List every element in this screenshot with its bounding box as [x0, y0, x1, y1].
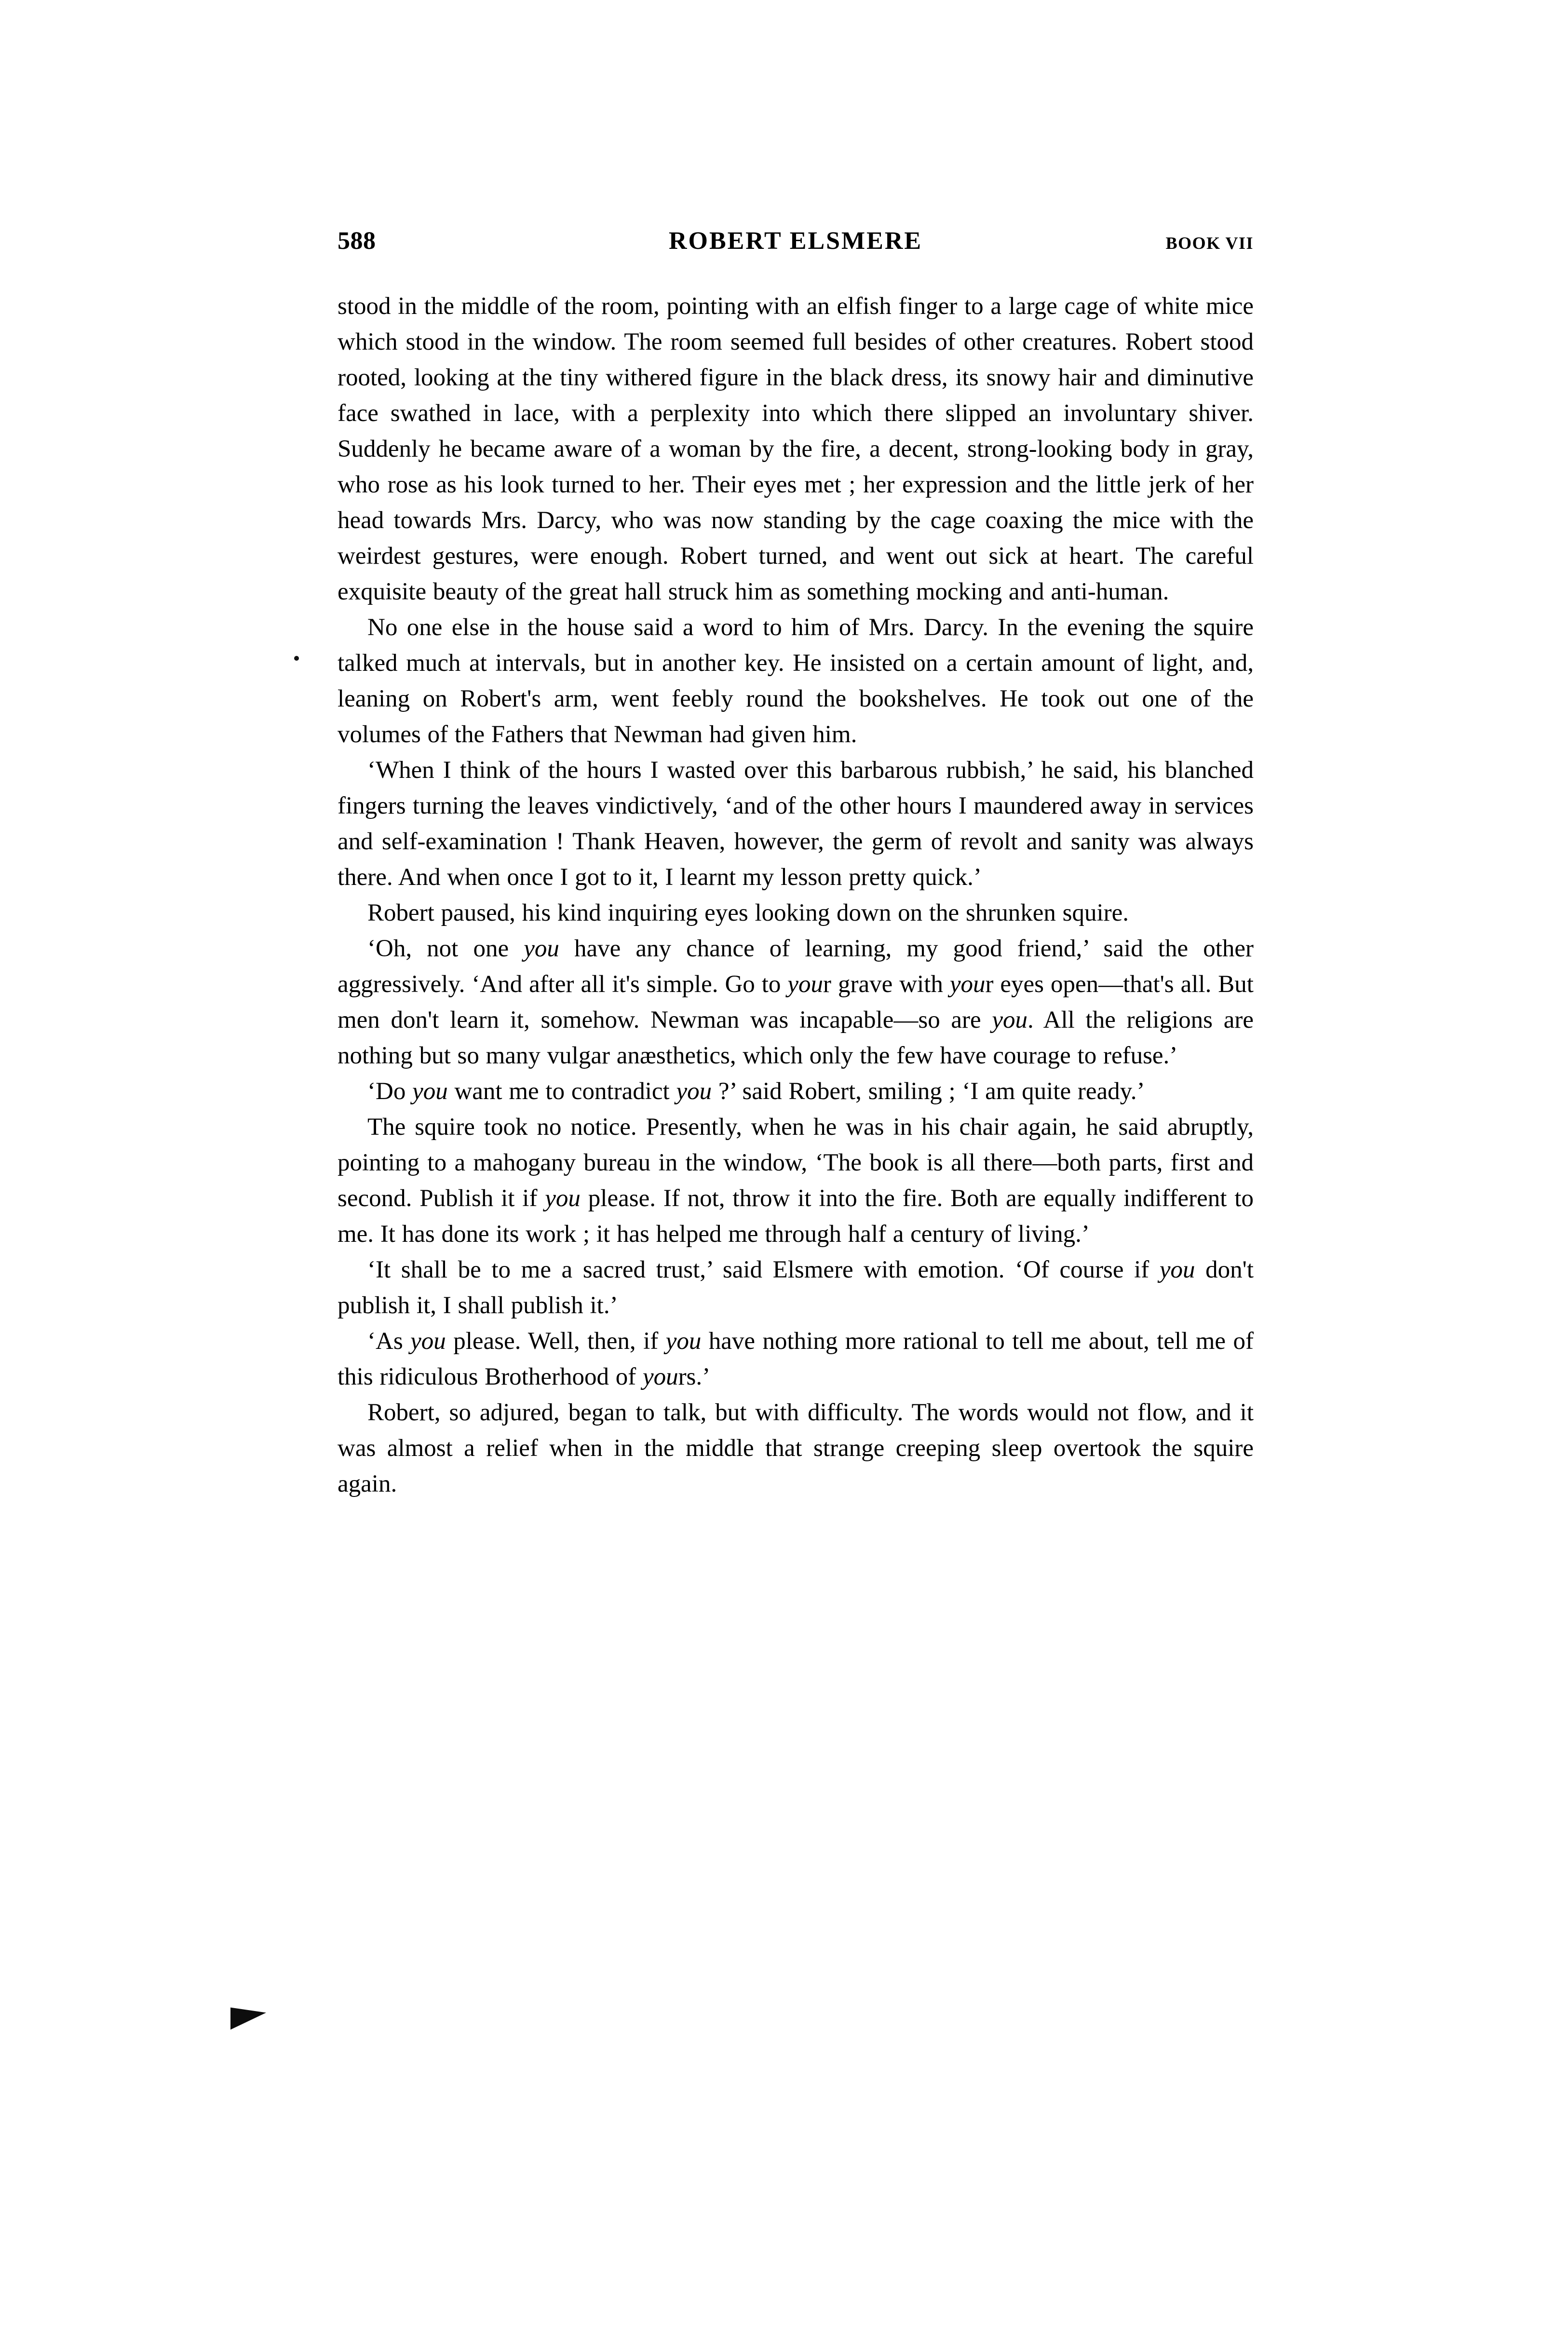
paragraph: ‘Oh, not one you have any chance of learning, my good friend,’ said the other aggressively. ‘And after all it's simple. Go to your grave with your eyes open—that's all. But men don't learn it, somehow. Newman was incapable—so are you. All the religions are nothing but so many vulgar anæsthetics, which only the few have courage to refuse.’ [338, 935, 1254, 1069]
paragraph: No one else in the house said a word to him of Mrs. Darcy. In the evening the squire talked much at intervals, but in another key. He insisted on a certain amount of light, and, leaning on Robert's arm, went feebly round the bookshelves. He took out one of the volumes of the Fathers that Newman had given him. [338, 614, 1254, 748]
paragraph: ‘When I think of the hours I wasted over this barbarous rubbish,’ he said, his blanched fingers turning the leaves vindictively, ‘and of the other hours I maundered away in services and self-examination ! Thank Heaven, however, the germ of revolt and sanity was always there. And when once I got to it, I learnt my lesson pretty quick.’ [338, 757, 1254, 891]
paragraph: Robert, so adjured, began to talk, but with difficulty. The words would not flow, and it was almost a relief when in the middle that strange creeping sleep overtook the squire again. [338, 1399, 1254, 1497]
paragraph: stood in the middle of the room, pointing with an elfish finger to a large cage of white mice which stood in the window. The room seemed full besides of other creatures. Robert stood rooted, looking at the tiny withered figure in the black dress, its snowy hair and diminutive face swathed in lace, with a perplexity into which there slipped an involuntary shiver. Suddenly he became aware of a woman by the fire, a decent, strong-looking body in gray, who rose as his look turned to her. Their eyes met ; her expression and the little jerk of her head towards Mrs. Darcy, who was now standing by the cage coaxing the mice with the weirdest gestures, were enough. Robert turned, and went out sick at heart. The careful exquisite beauty of the great hall struck him as something mocking and anti-human. [338, 293, 1254, 605]
page-number: 588 [338, 227, 376, 255]
tail-ornament [230, 2005, 266, 2029]
body-text [338, 288, 1254, 1502]
margin-mark [294, 656, 299, 661]
page-content [338, 227, 1254, 1502]
paragraph: The squire took no notice. Presently, when he was in his chair again, he said abruptly, pointing to a mahogany bureau in the window, ‘The book is all there—both parts, first and second. Publish it if you please. If not, throw it into the fire. Both are equally indifferent to me. It has done its work ; it has helped me through half a century of living.’ [338, 1114, 1254, 1248]
book-reference: BOOK VII [1165, 233, 1254, 253]
paragraph: ‘As you please. Well, then, if you have nothing more rational to tell me about, tell me of this ridiculous Brotherhood of yours.’ [338, 1328, 1254, 1390]
running-head [338, 227, 1254, 270]
paragraph: Robert paused, his kind inquiring eyes looking down on the shrunken squire. [367, 899, 1129, 926]
paragraph: ‘It shall be to me a sacred trust,’ said Elsmere with emotion. ‘Of course if you don't publish it, I shall publish it.’ [338, 1256, 1254, 1319]
page-title: ROBERT ELSMERE [668, 227, 923, 255]
paragraph: ‘Do you want me to contradict you ?’ said Robert, smiling ; ‘I am quite ready.’ [367, 1078, 1145, 1105]
